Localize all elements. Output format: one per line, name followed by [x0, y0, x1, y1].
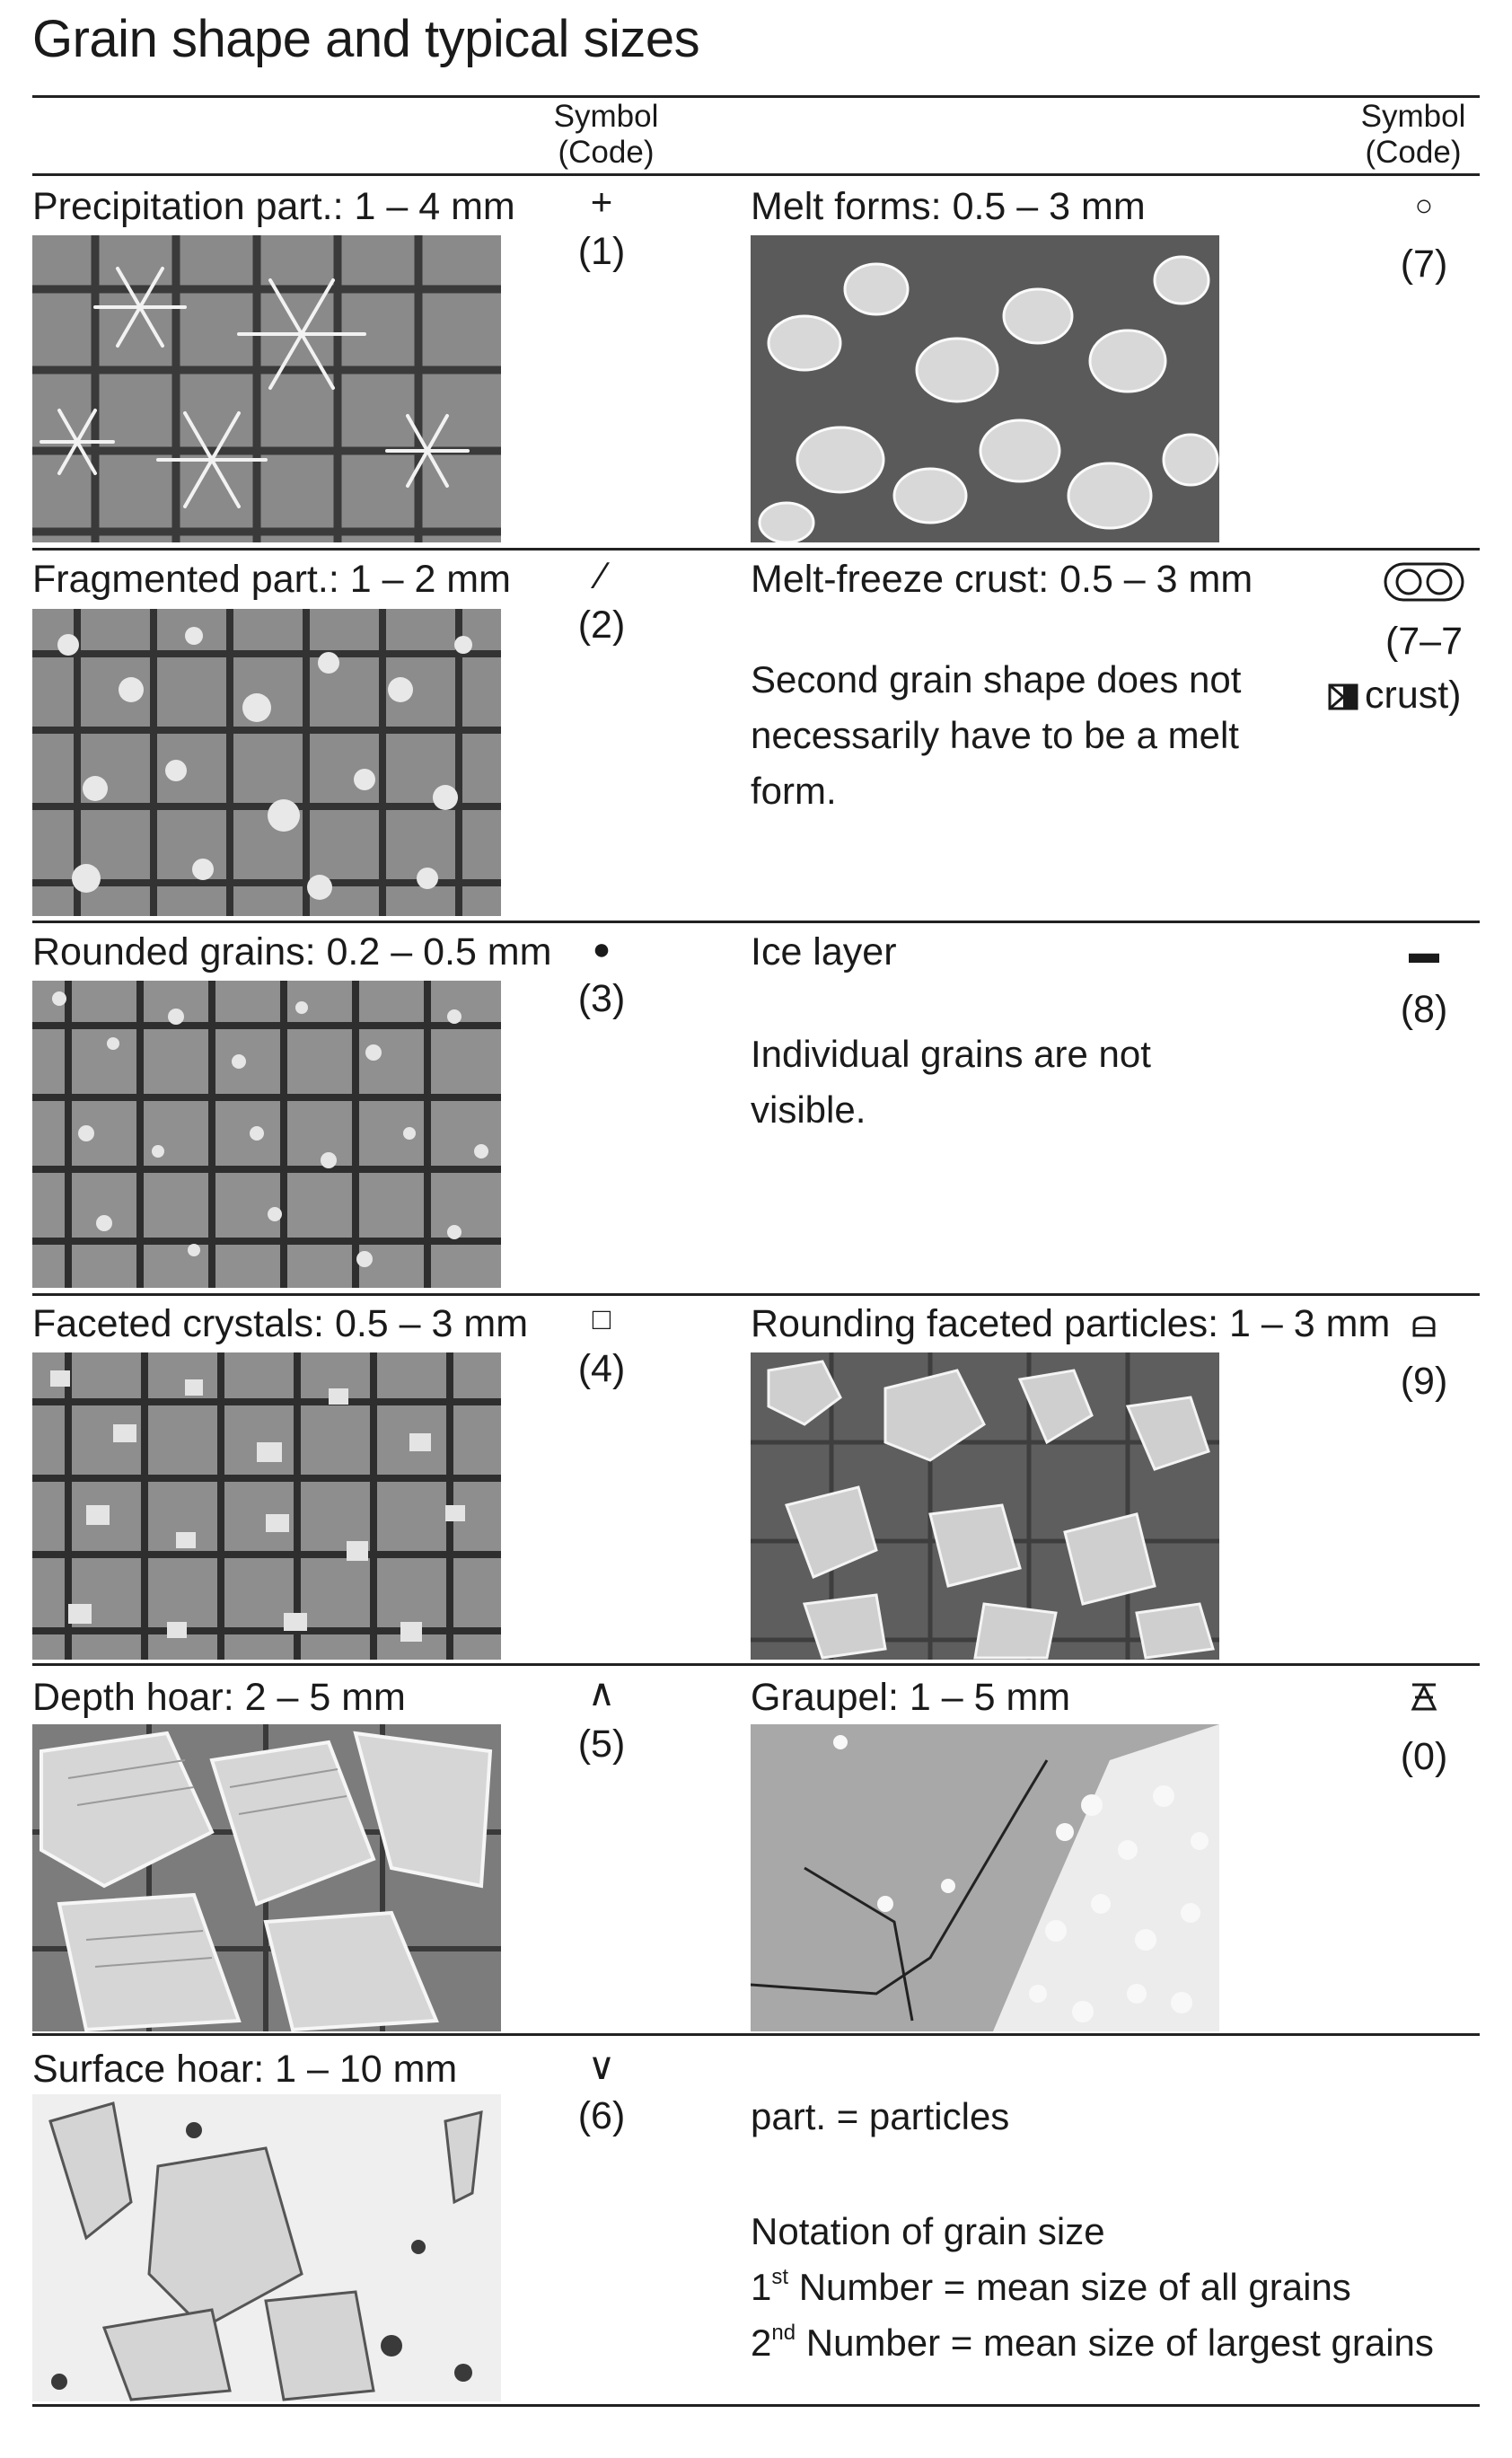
notation-first-line — [751, 2260, 1351, 2315]
grain-code: (1) — [577, 230, 626, 273]
crust-code-line — [1327, 670, 1498, 724]
slash-symbol-icon: ⁄ — [598, 554, 605, 596]
rounding-faceted-photo — [751, 1352, 1219, 1660]
ice-layer-symbol-icon: ▬ — [1409, 936, 1439, 970]
wedge-down-symbol-icon: ∨ — [587, 2045, 616, 2087]
grain-code: (6) — [577, 2094, 626, 2137]
grain-code: (7–7 — [1385, 620, 1464, 663]
precipitation-particles-photo — [32, 235, 501, 542]
second-superscript: nd — [771, 2321, 796, 2345]
grain-code: (5) — [577, 1722, 626, 1766]
fragmented-particles-photo — [32, 609, 501, 916]
grain-code: (4) — [577, 1347, 626, 1390]
melt-forms-photo — [751, 235, 1219, 542]
grain-label: Ice layer — [751, 930, 897, 974]
grain-code: (9) — [1400, 1360, 1448, 1403]
row-separator — [32, 2033, 1480, 2036]
filled-circle-symbol-icon: ● — [592, 932, 611, 966]
code-header-label: (Code) — [558, 135, 655, 170]
row-separator — [32, 921, 1480, 923]
header-top-rule — [32, 95, 1480, 98]
symbol-header-right — [1359, 99, 1467, 171]
surface-hoar-photo — [32, 2094, 501, 2401]
grain-label: Faceted crystals: 0.5 – 3 mm — [32, 1302, 529, 1345]
grain-code: (7) — [1400, 242, 1448, 286]
second-number: 2 — [751, 2321, 772, 2364]
row-separator — [32, 1663, 1480, 1666]
open-square-symbol-icon: □ — [592, 1302, 611, 1336]
grain-code: (2) — [577, 603, 626, 647]
first-superscript: st — [771, 2265, 789, 2289]
notation-title: Notation of grain size — [751, 2210, 1105, 2252]
notation-second-line — [751, 2315, 1434, 2371]
grain-label: Fragmented part.: 1 – 2 mm — [32, 558, 511, 601]
wedge-up-symbol-icon: ∧ — [587, 1671, 616, 1714]
page-title: Grain shape and typical sizes — [32, 10, 700, 68]
row-separator — [32, 1293, 1480, 1296]
depth-hoar-photo — [32, 1724, 501, 2031]
faceted-crystals-photo — [32, 1352, 501, 1660]
graupel-photo — [751, 1724, 1219, 2031]
symbol-header-label: Symbol — [1360, 99, 1466, 134]
melt-freeze-crust-symbol-icon — [1384, 560, 1464, 603]
symbol-header-left — [552, 99, 660, 171]
rounded-grains-photo — [32, 981, 501, 1288]
plus-symbol-icon: + — [590, 181, 613, 223]
grain-label: Rounding faceted particles: 1 – 3 mm — [751, 1302, 1391, 1345]
table-bottom-rule — [32, 2404, 1480, 2407]
grain-note: Second grain shape does not necessarily have to be a melt form. — [751, 658, 1242, 812]
grain-code: (3) — [577, 977, 626, 1020]
grain-label: Surface hoar: 1 – 10 mm — [32, 2048, 458, 2091]
grain-label: Precipitation part.: 1 – 4 mm — [32, 185, 515, 228]
grain-label: Rounded grains: 0.2 – 0.5 mm — [32, 930, 552, 974]
grain-code: (8) — [1400, 988, 1448, 1031]
grain-code: (0) — [1400, 1735, 1448, 1778]
crust-code-label: crust) — [1365, 674, 1462, 717]
open-circle-symbol-icon: ○ — [1414, 189, 1434, 223]
grain-label: Graupel: 1 – 5 mm — [751, 1676, 1071, 1719]
grain-label: Melt forms: 0.5 – 3 mm — [751, 185, 1146, 228]
abbreviation-note: part. = particles — [751, 2095, 1010, 2137]
graupel-symbol-icon — [1410, 1681, 1438, 1712]
symbol-header-label: Symbol — [553, 99, 659, 134]
grain-label: Melt-freeze crust: 0.5 – 3 mm — [751, 558, 1253, 601]
second-description: Number = mean size of largest grains — [796, 2321, 1434, 2364]
rounding-faceted-symbol-icon — [1411, 1315, 1437, 1338]
crossed-square-icon — [1327, 674, 1359, 724]
grain-label: Depth hoar: 2 – 5 mm — [32, 1676, 406, 1719]
row-separator — [32, 548, 1480, 551]
code-header-label: (Code) — [1365, 135, 1462, 170]
header-bottom-rule — [32, 173, 1480, 176]
first-description: Number = mean size of all grains — [788, 2266, 1351, 2308]
grain-note: Individual grains are not visible. — [751, 1033, 1151, 1131]
first-number: 1 — [751, 2266, 772, 2308]
